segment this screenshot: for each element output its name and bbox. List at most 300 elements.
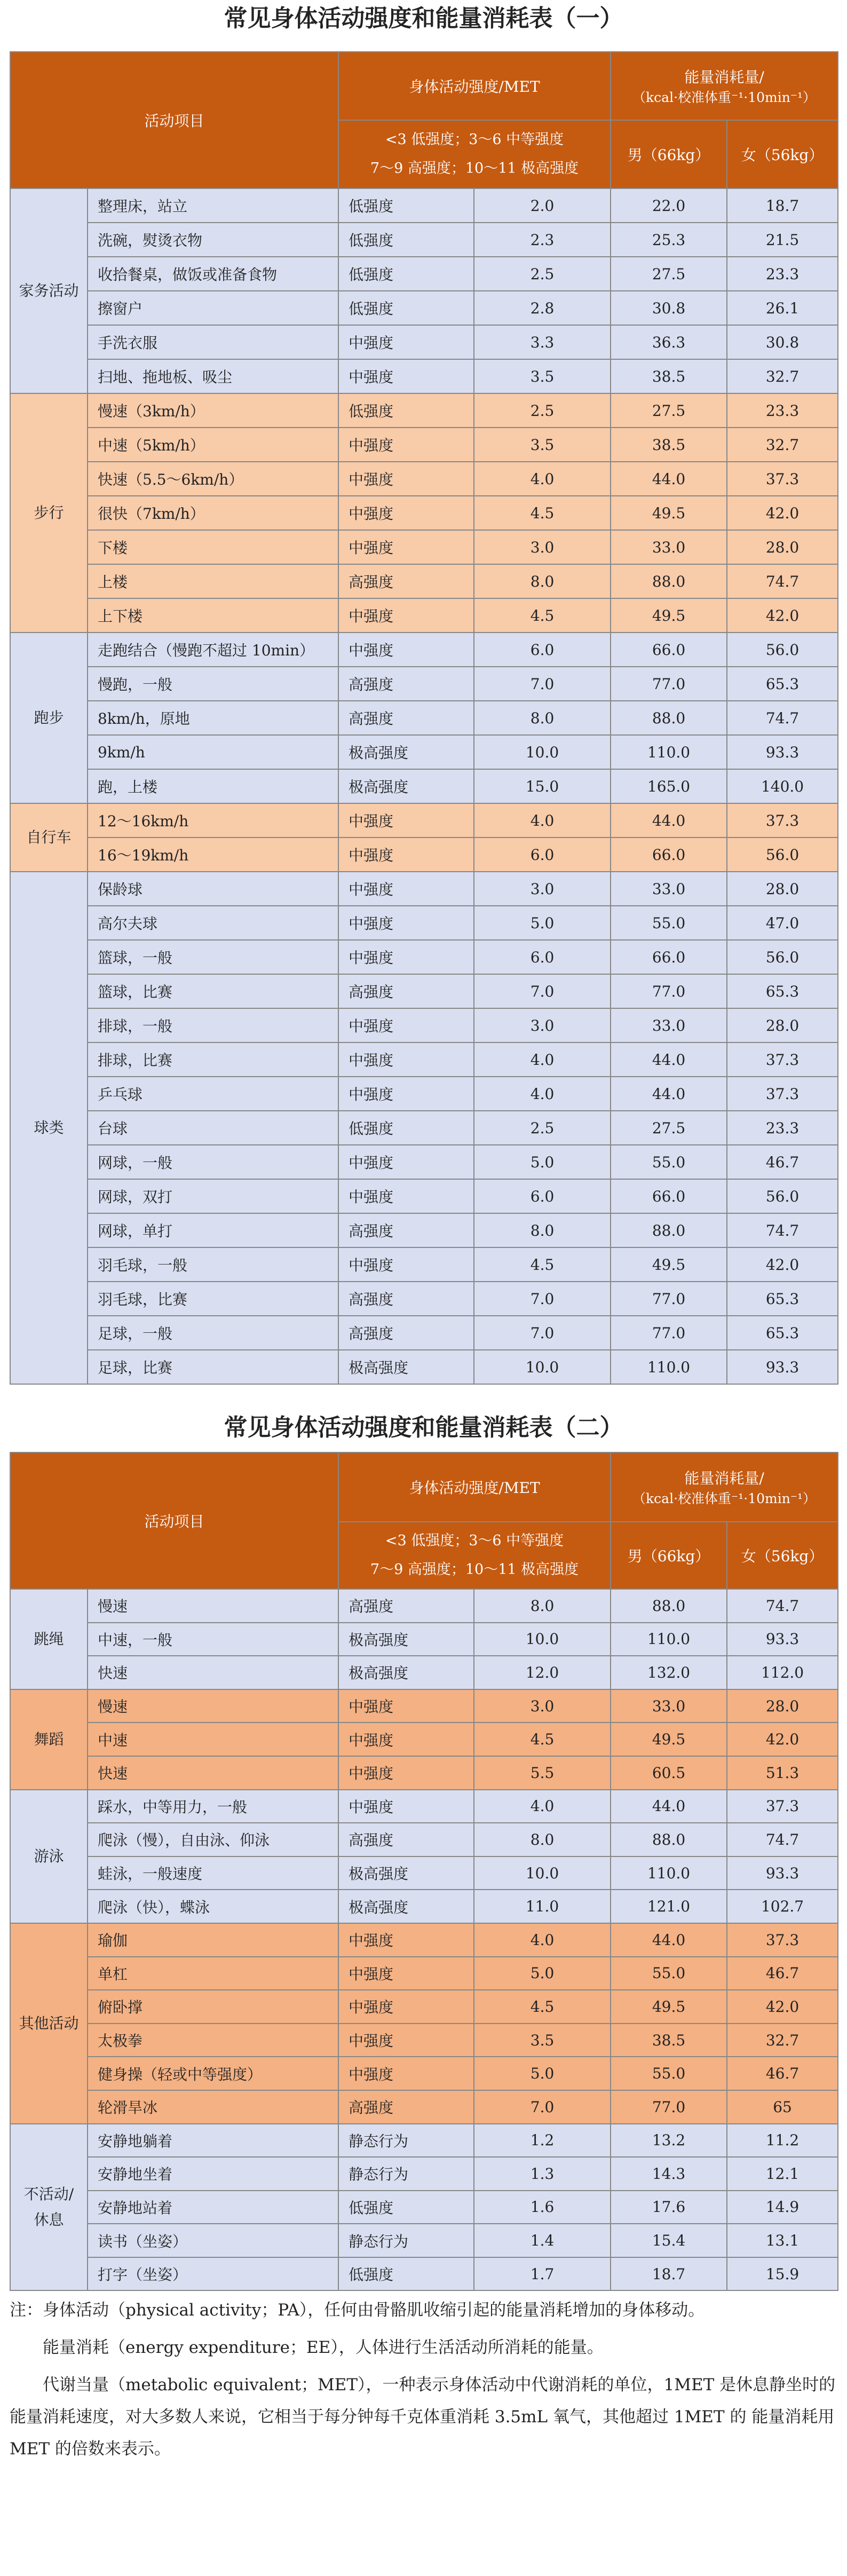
intensity-scale-line-2: 7～9 高强度；10～11 极高强度	[370, 160, 579, 177]
met-value: 7.0	[474, 974, 611, 1008]
table-row	[10, 223, 838, 257]
table-row	[10, 1145, 838, 1179]
met-value: 1.6	[474, 2191, 611, 2224]
female-energy: 23.3	[727, 393, 838, 428]
activity-energy-table	[10, 51, 838, 1385]
met-value: 4.0	[474, 1042, 611, 1077]
male-energy: 38.5	[611, 2024, 727, 2057]
table-row	[10, 1589, 838, 1623]
male-energy: 110.0	[611, 735, 727, 769]
intensity-level: 中强度	[338, 530, 474, 564]
table-row	[10, 359, 838, 393]
activity-item: 篮球，比赛	[88, 974, 338, 1008]
male-energy: 38.5	[611, 359, 727, 393]
table-row	[10, 428, 838, 462]
table-row	[10, 325, 838, 359]
intensity-level: 中强度	[338, 1145, 474, 1179]
activity-item: 排球，比赛	[88, 1042, 338, 1077]
female-energy: 26.1	[727, 291, 838, 325]
female-energy: 37.3	[727, 1077, 838, 1111]
activity-energy-table	[10, 1452, 838, 2291]
met-value: 4.5	[474, 1247, 611, 1282]
intensity-level: 低强度	[338, 1111, 474, 1145]
met-value: 8.0	[474, 564, 611, 598]
female-energy: 93.3	[727, 1350, 838, 1384]
activity-item: 快速	[88, 1756, 338, 1790]
met-value: 6.0	[474, 940, 611, 974]
male-energy: 49.5	[611, 1722, 727, 1756]
met-value: 8.0	[474, 1213, 611, 1247]
table-row	[10, 1856, 838, 1890]
activity-item: 台球	[88, 1111, 338, 1145]
male-energy: 13.2	[611, 2124, 727, 2158]
activity-item: 羽毛球，比赛	[88, 1282, 338, 1316]
female-energy: 18.7	[727, 188, 838, 223]
met-value: 8.0	[474, 1823, 611, 1856]
table-row	[10, 940, 838, 974]
met-value: 5.0	[474, 1957, 611, 1990]
male-energy: 77.0	[611, 1282, 727, 1316]
table-row	[10, 1350, 838, 1384]
female-energy: 47.0	[727, 906, 838, 940]
table-row	[10, 974, 838, 1008]
female-energy: 42.0	[727, 1990, 838, 2024]
male-energy: 165.0	[611, 769, 727, 803]
male-energy: 60.5	[611, 1756, 727, 1790]
met-value: 6.0	[474, 1179, 611, 1213]
male-energy: 22.0	[611, 188, 727, 223]
table-row	[10, 2090, 838, 2124]
intensity-level: 高强度	[338, 1823, 474, 1856]
intensity-level: 静态行为	[338, 2224, 474, 2257]
intensity-level: 高强度	[338, 1316, 474, 1350]
met-value: 2.5	[474, 257, 611, 291]
intensity-level: 中强度	[338, 633, 474, 667]
intensity-level: 高强度	[338, 2090, 474, 2124]
met-value: 3.5	[474, 359, 611, 393]
intensity-level: 中强度	[338, 1042, 474, 1077]
table-row	[10, 872, 838, 906]
activity-item: 上楼	[88, 564, 338, 598]
male-energy: 38.5	[611, 428, 727, 462]
female-energy: 56.0	[727, 837, 838, 872]
met-value: 4.0	[474, 1077, 611, 1111]
note-energy-expenditure: 能量消耗（energy expenditure；EE），人体进行生活活动所消耗的能量。	[43, 2338, 604, 2357]
intensity-level: 低强度	[338, 393, 474, 428]
female-energy: 13.1	[727, 2224, 838, 2257]
activity-item: 爬泳（慢），自由泳、仰泳	[88, 1823, 338, 1856]
intensity-level: 中强度	[338, 1722, 474, 1756]
female-energy: 12.1	[727, 2157, 838, 2191]
activity-item: 网球，一般	[88, 1145, 338, 1179]
activity-item: 保龄球	[88, 872, 338, 906]
intensity-level: 高强度	[338, 1282, 474, 1316]
activity-item: 快速（5.5～6km/h）	[88, 462, 338, 496]
header-energy	[611, 52, 838, 120]
met-value: 4.0	[474, 803, 611, 837]
female-energy: 74.7	[727, 1213, 838, 1247]
activity-item: 太极拳	[88, 2024, 338, 2057]
female-energy: 42.0	[727, 1722, 838, 1756]
activity-item: 读书（坐姿）	[88, 2224, 338, 2257]
activity-item: 高尔夫球	[88, 906, 338, 940]
table-row	[10, 769, 838, 803]
male-energy: 88.0	[611, 1823, 727, 1856]
met-value: 5.0	[474, 2057, 611, 2090]
intensity-level: 中强度	[338, 1689, 474, 1723]
table-row	[10, 2257, 838, 2291]
female-energy: 65.3	[727, 667, 838, 701]
intensity-level: 中强度	[338, 1077, 474, 1111]
table-row	[10, 598, 838, 633]
met-value: 7.0	[474, 1282, 611, 1316]
table-row	[10, 1890, 838, 1923]
intensity-level: 低强度	[338, 257, 474, 291]
female-energy: 37.3	[727, 1790, 838, 1823]
activity-item: 安静地躺着	[88, 2124, 338, 2158]
table-row	[10, 1790, 838, 1823]
activity-item: 整理床，站立	[88, 188, 338, 223]
female-energy: 56.0	[727, 633, 838, 667]
table-row	[10, 1623, 838, 1656]
met-value: 7.0	[474, 667, 611, 701]
male-energy: 44.0	[611, 1790, 727, 1823]
met-value: 6.0	[474, 633, 611, 667]
intensity-scale-line-1: <3 低强度；3～6 中等强度	[385, 131, 564, 148]
activity-item: 轮滑旱冰	[88, 2090, 338, 2124]
met-value: 11.0	[474, 1890, 611, 1923]
header-male: 男（66kg）	[611, 120, 727, 188]
table-row	[10, 667, 838, 701]
header-intensity: 身体活动强度/MET	[338, 52, 611, 120]
female-energy: 112.0	[727, 1656, 838, 1689]
header-intensity-scale	[338, 120, 611, 188]
activity-item: 慢速（3km/h）	[88, 393, 338, 428]
female-energy: 28.0	[727, 1008, 838, 1042]
female-energy: 32.7	[727, 428, 838, 462]
intensity-level: 中强度	[338, 1008, 474, 1042]
female-energy: 46.7	[727, 2057, 838, 2090]
table-row	[10, 1923, 838, 1957]
met-value: 15.0	[474, 769, 611, 803]
female-energy: 51.3	[727, 1756, 838, 1790]
table-row	[10, 906, 838, 940]
header-female: 女（56kg）	[727, 1522, 838, 1589]
intensity-level: 高强度	[338, 564, 474, 598]
male-energy: 49.5	[611, 1247, 727, 1282]
table-row	[10, 1179, 838, 1213]
activity-item: 蛙泳，一般速度	[88, 1856, 338, 1890]
group-label: 自行车	[10, 803, 88, 872]
intensity-level: 中强度	[338, 2024, 474, 2057]
intensity-level: 高强度	[338, 1213, 474, 1247]
table-row	[10, 462, 838, 496]
activity-item: 12～16km/h	[88, 803, 338, 837]
activity-item: 单杠	[88, 1957, 338, 1990]
activity-item: 慢速	[88, 1589, 338, 1623]
male-energy: 88.0	[611, 1213, 727, 1247]
intensity-level: 高强度	[338, 1589, 474, 1623]
table-row	[10, 1077, 838, 1111]
note-met-definition: 代谢当量（metabolic equivalent；MET），一种表示身体活动中代谢消耗的单位，1MET 是休息静坐时的能量消耗速度，对大多数人来说，它相当于每分钟每千克体重消耗 3.5mL 氧气，其他超过 1MET 的 能量消耗用 MET 的倍数来表示。	[10, 2375, 836, 2459]
table-row	[10, 1247, 838, 1282]
male-energy: 77.0	[611, 2090, 727, 2124]
intensity-level: 中强度	[338, 325, 474, 359]
male-energy: 88.0	[611, 1589, 727, 1623]
activity-item: 羽毛球，一般	[88, 1247, 338, 1282]
met-value: 12.0	[474, 1656, 611, 1689]
female-energy: 23.3	[727, 257, 838, 291]
group-label: 游泳	[10, 1790, 88, 1923]
intensity-level: 高强度	[338, 974, 474, 1008]
met-value: 4.0	[474, 462, 611, 496]
intensity-level: 静态行为	[338, 2157, 474, 2191]
activity-item: 网球，单打	[88, 1213, 338, 1247]
male-energy: 110.0	[611, 1623, 727, 1656]
intensity-level: 低强度	[338, 2257, 474, 2291]
table-row	[10, 837, 838, 872]
activity-item: 手洗衣服	[88, 325, 338, 359]
met-value: 10.0	[474, 735, 611, 769]
activity-item: 8km/h，原地	[88, 701, 338, 735]
activity-item: 下楼	[88, 530, 338, 564]
intensity-level: 中强度	[338, 1790, 474, 1823]
table-row	[10, 564, 838, 598]
intensity-level: 中强度	[338, 1247, 474, 1282]
female-energy: 74.7	[727, 564, 838, 598]
group-label: 家务活动	[10, 188, 88, 393]
male-energy: 66.0	[611, 1179, 727, 1213]
met-value: 8.0	[474, 701, 611, 735]
activity-item: 瑜伽	[88, 1923, 338, 1957]
female-energy: 28.0	[727, 1689, 838, 1723]
female-energy: 93.3	[727, 1623, 838, 1656]
activity-item: 足球，比赛	[88, 1350, 338, 1384]
activity-item: 收拾餐桌，做饭或准备食物	[88, 257, 338, 291]
male-energy: 55.0	[611, 906, 727, 940]
activity-item: 跑，上楼	[88, 769, 338, 803]
male-energy: 55.0	[611, 1957, 727, 1990]
group-label: 跑步	[10, 633, 88, 803]
intensity-level: 中强度	[338, 2057, 474, 2090]
met-value: 4.0	[474, 1923, 611, 1957]
female-energy: 46.7	[727, 1145, 838, 1179]
met-value: 2.3	[474, 223, 611, 257]
male-energy: 44.0	[611, 1042, 727, 1077]
intensity-level: 极高强度	[338, 735, 474, 769]
intensity-level: 极高强度	[338, 1856, 474, 1890]
male-energy: 36.3	[611, 325, 727, 359]
male-energy: 33.0	[611, 1008, 727, 1042]
intensity-level: 中强度	[338, 803, 474, 837]
table-section-1	[10, 0, 837, 1385]
activity-item: 足球，一般	[88, 1316, 338, 1350]
female-energy: 32.7	[727, 2024, 838, 2057]
header-female: 女（56kg）	[727, 120, 838, 188]
intensity-level: 低强度	[338, 2191, 474, 2224]
met-value: 7.0	[474, 2090, 611, 2124]
male-energy: 27.5	[611, 1111, 727, 1145]
group-label: 其他活动	[10, 1923, 88, 2124]
female-energy: 42.0	[727, 1247, 838, 1282]
female-energy: 42.0	[727, 598, 838, 633]
header-intensity: 身体活动强度/MET	[338, 1452, 611, 1522]
male-energy: 15.4	[611, 2224, 727, 2257]
male-energy: 44.0	[611, 1923, 727, 1957]
met-value: 4.5	[474, 496, 611, 530]
intensity-level: 极高强度	[338, 1350, 474, 1384]
male-energy: 88.0	[611, 701, 727, 735]
met-value: 4.5	[474, 1990, 611, 2024]
intensity-level: 中强度	[338, 1756, 474, 1790]
male-energy: 55.0	[611, 2057, 727, 2090]
intensity-level: 中强度	[338, 359, 474, 393]
table-row	[10, 257, 838, 291]
met-value: 2.8	[474, 291, 611, 325]
header-activity: 活动项目	[10, 52, 338, 188]
male-energy: 110.0	[611, 1350, 727, 1384]
intensity-level: 静态行为	[338, 2124, 474, 2158]
female-energy: 21.5	[727, 223, 838, 257]
intensity-level: 中强度	[338, 496, 474, 530]
activity-item: 擦窗户	[88, 291, 338, 325]
intensity-level: 极高强度	[338, 1623, 474, 1656]
female-energy: 65.3	[727, 1316, 838, 1350]
table-row	[10, 1689, 838, 1723]
activity-item: 中速（5km/h）	[88, 428, 338, 462]
female-energy: 15.9	[727, 2257, 838, 2291]
male-energy: 49.5	[611, 1990, 727, 2024]
met-value: 3.0	[474, 1008, 611, 1042]
female-energy: 37.3	[727, 803, 838, 837]
male-energy: 121.0	[611, 1890, 727, 1923]
table-row	[10, 2157, 838, 2191]
activity-item: 安静地站着	[88, 2191, 338, 2224]
activity-item: 打字（坐姿）	[88, 2257, 338, 2291]
activity-item: 慢跑，一般	[88, 667, 338, 701]
met-value: 1.4	[474, 2224, 611, 2257]
met-value: 5.0	[474, 906, 611, 940]
activity-item: 快速	[88, 1656, 338, 1689]
activity-item: 扫地、拖地板、吸尘	[88, 359, 338, 393]
table-title: 常见身体活动强度和能量消耗表（一）	[224, 5, 623, 32]
female-energy: 65.3	[727, 974, 838, 1008]
notes-section	[10, 2294, 837, 2465]
table-row	[10, 1990, 838, 2024]
intensity-level: 极高强度	[338, 1890, 474, 1923]
male-energy: 77.0	[611, 1316, 727, 1350]
header-energy-unit: （kcal·校准体重⁻¹·10min⁻¹）	[632, 90, 817, 105]
female-energy: 65.3	[727, 1282, 838, 1316]
table-row	[10, 1957, 838, 1990]
activity-item: 排球，一般	[88, 1008, 338, 1042]
female-energy: 102.7	[727, 1890, 838, 1923]
female-energy: 23.3	[727, 1111, 838, 1145]
male-energy: 55.0	[611, 1145, 727, 1179]
header-intensity-scale	[338, 1522, 611, 1589]
male-energy: 66.0	[611, 633, 727, 667]
table-row	[10, 1722, 838, 1756]
female-energy: 56.0	[727, 940, 838, 974]
met-value: 2.5	[474, 393, 611, 428]
female-energy: 28.0	[727, 530, 838, 564]
header-male: 男（66kg）	[611, 1522, 727, 1589]
met-value: 2.0	[474, 188, 611, 223]
met-value: 2.5	[474, 1111, 611, 1145]
female-energy: 37.3	[727, 462, 838, 496]
female-energy: 32.7	[727, 359, 838, 393]
intensity-level: 中强度	[338, 1990, 474, 2024]
activity-item: 9km/h	[88, 735, 338, 769]
table-row	[10, 393, 838, 428]
intensity-level: 极高强度	[338, 1656, 474, 1689]
male-energy: 18.7	[611, 2257, 727, 2291]
table-row	[10, 633, 838, 667]
intensity-level: 中强度	[338, 428, 474, 462]
male-energy: 77.0	[611, 974, 727, 1008]
table-section-2	[10, 1398, 837, 2291]
male-energy: 44.0	[611, 803, 727, 837]
female-energy: 37.3	[727, 1923, 838, 1957]
table-row	[10, 1756, 838, 1790]
male-energy: 88.0	[611, 564, 727, 598]
intensity-level: 极高强度	[338, 769, 474, 803]
table-row	[10, 1213, 838, 1247]
table-row	[10, 2024, 838, 2057]
activity-item: 慢速	[88, 1689, 338, 1723]
table-row	[10, 2057, 838, 2090]
intensity-level: 中强度	[338, 837, 474, 872]
table-row	[10, 2224, 838, 2257]
female-energy: 93.3	[727, 1856, 838, 1890]
male-energy: 27.5	[611, 393, 727, 428]
intensity-level: 高强度	[338, 701, 474, 735]
female-energy: 74.7	[727, 701, 838, 735]
header-activity: 活动项目	[10, 1452, 338, 1589]
met-value: 1.3	[474, 2157, 611, 2191]
table-row	[10, 735, 838, 769]
table-row	[10, 188, 838, 223]
met-value: 7.0	[474, 1316, 611, 1350]
group-label: 跳绳	[10, 1589, 88, 1689]
activity-item: 爬泳（快），蝶泳	[88, 1890, 338, 1923]
female-energy: 56.0	[727, 1179, 838, 1213]
activity-item: 乒乓球	[88, 1077, 338, 1111]
activity-item: 篮球，一般	[88, 940, 338, 974]
header-energy-unit: （kcal·校准体重⁻¹·10min⁻¹）	[632, 1491, 817, 1506]
intensity-level: 中强度	[338, 1179, 474, 1213]
male-energy: 17.6	[611, 2191, 727, 2224]
met-value: 4.0	[474, 1790, 611, 1823]
male-energy: 27.5	[611, 257, 727, 291]
met-value: 3.5	[474, 2024, 611, 2057]
female-energy: 93.3	[727, 735, 838, 769]
intensity-level: 高强度	[338, 667, 474, 701]
table-row	[10, 2191, 838, 2224]
met-value: 3.0	[474, 1689, 611, 1723]
intensity-level: 中强度	[338, 872, 474, 906]
table-row	[10, 291, 838, 325]
female-energy: 14.9	[727, 2191, 838, 2224]
female-energy: 74.7	[727, 1589, 838, 1623]
male-energy: 44.0	[611, 462, 727, 496]
met-value: 6.0	[474, 837, 611, 872]
activity-item: 很快（7km/h）	[88, 496, 338, 530]
male-energy: 49.5	[611, 598, 727, 633]
table-row	[10, 1008, 838, 1042]
activity-item: 网球，双打	[88, 1179, 338, 1213]
met-value: 10.0	[474, 1856, 611, 1890]
